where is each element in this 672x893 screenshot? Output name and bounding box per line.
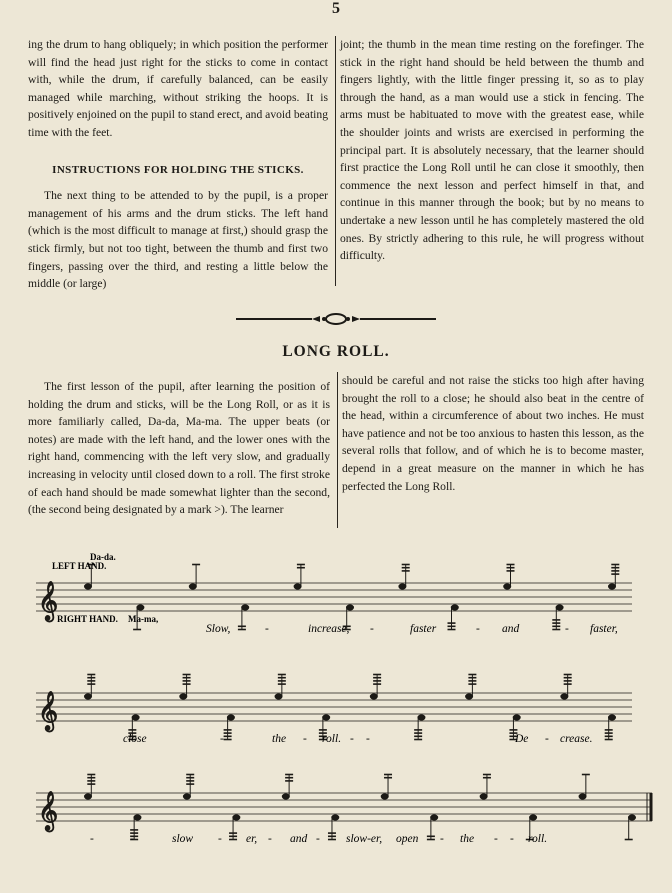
right-hand-note <box>609 715 616 720</box>
lyric-word: - <box>476 623 480 635</box>
lyric-word: roll. <box>322 733 342 745</box>
heading-holding-sticks: INSTRUCTIONS FOR HOLDING THE STICKS. <box>52 163 304 176</box>
lyric-word: and <box>502 623 520 635</box>
lyric-word: the <box>460 833 475 845</box>
right-hand-note <box>530 815 537 820</box>
lyric-word: - <box>268 833 272 845</box>
left-hand-note <box>480 794 487 799</box>
lyric-word: - <box>494 833 498 845</box>
lyric-word: - <box>366 733 370 745</box>
lyric-word: - <box>90 833 94 845</box>
left-hand-note <box>381 794 388 799</box>
lyric-word: - <box>510 833 514 845</box>
right-hand-label: RIGHT HAND. <box>57 614 118 624</box>
left-hand-note <box>180 694 187 699</box>
left-hand-note <box>579 794 586 799</box>
right-hand-note <box>137 605 144 610</box>
lyric-word: - <box>220 733 224 745</box>
lyric-word: Slow, <box>206 623 231 635</box>
lyric-word: crease. <box>560 733 593 745</box>
lyric-word: the <box>272 733 287 745</box>
left-hand-note <box>85 694 92 699</box>
lyric-word: - <box>303 733 307 745</box>
right-hand-note <box>451 605 458 610</box>
left-hand-note <box>189 584 196 589</box>
left-hand-label: LEFT HAND. <box>52 561 107 571</box>
left-hand-note <box>399 584 406 589</box>
lyric-word: - <box>350 733 354 745</box>
lyric-word: - <box>265 623 269 635</box>
paragraph-holding-sticks: The next thing to be attended to by the pupil, is a proper management of his arms and the drum sticks. The left hand (which is the most difficult to manage at first,) should grasp the stick firmly, but not too tight, between the thumb and first two fingers, passing over the third, and resting a little below the middle (or large) <box>28 189 328 291</box>
lyric-word: - <box>370 623 374 635</box>
section-title-long-roll: LONG ROLL. <box>282 343 390 360</box>
lyric-word: - <box>440 833 444 845</box>
page-number: 5 <box>332 0 340 17</box>
right-hand-note <box>629 815 636 820</box>
right-hand-note <box>347 605 354 610</box>
left-hand-note <box>561 694 568 699</box>
left-hand-note <box>275 694 282 699</box>
mama-label: Ma-ma, <box>128 614 159 624</box>
paragraph-stick-technique: joint; the thumb in the mean time resting on the forefinger. The stick in the right hand should be held between the thumb and fingers lightly, with the little finger pressing it, so as to play through the hand, as a man would use a stick in fencing. The arms must be habituated to move with the greatest ease, while the shoulder joints and wrists are exercised in performing the principal part. It is absolutely necessary, that the learner should first practice the Long Roll until he can close it smoothly, then commence the next lesson and perfect himself in that, and continue in this manner through the book; but by no means to undertake a new lesson until he has completely mastered the old ones. By strictly adhering to this rule, he will progress without difficulty. <box>340 38 644 263</box>
lyric-word: faster <box>410 623 437 635</box>
right-hand-note <box>233 815 240 820</box>
left-hand-note <box>282 794 289 799</box>
right-hand-note <box>132 715 139 720</box>
right-hand-note <box>418 715 425 720</box>
lyric-word: - <box>218 833 222 845</box>
lyric-word: slow <box>172 833 194 845</box>
lyric-word: open <box>396 833 419 845</box>
lyric-word: - <box>130 833 134 845</box>
right-hand-note <box>242 605 249 610</box>
paragraph-long-roll-advice: should be careful and not raise the sticks too high after having brought the roll to a close; he should also beat in the centre of the head, within a circumference of about two inches. He must have patience and not be too anxious to hasten this lesson, as the several rolls that follow, and of which he is to become master, depend in a great measure on the manner in which he has perfected the Long Roll. <box>342 374 644 493</box>
left-hand-note <box>370 694 377 699</box>
lyric-word: increase, <box>308 623 350 635</box>
treble-clef: 𝄞 <box>38 581 59 621</box>
right-hand-note <box>513 715 520 720</box>
left-hand-note <box>609 584 616 589</box>
lyric-word: roll. <box>528 833 548 845</box>
lyric-word: er, <box>246 833 258 845</box>
left-hand-note <box>85 794 92 799</box>
right-hand-note <box>323 715 330 720</box>
right-hand-note <box>556 605 563 610</box>
paragraph-long-roll-intro: The first lesson of the pupil, after learning the position of holding the drum and sticks, will be the Long Roll, or as it is more familiarly called, Da-da, Ma-ma. The upper beats (or notes) are made with the left hand, and the lower ones with the right hand, commencing with the left very slow, and gradually increasing in velocity until closed down to a roll. The first stroke of each hand should be made somewhat lighter than the second, (the second being designated by a mark >). The learner <box>28 380 330 517</box>
left-hand-note <box>504 584 511 589</box>
paragraph-drum-position: ing the drum to hang obliquely; in which position the performer will find the head just right for the sticks to come in contact with, while the drum, if carefully balanced, can be easily managed while marching, without striking the hoops. It is positively enjoined on the pupil to stand erect, and avoid beating time with the feet. <box>28 38 328 139</box>
left-hand-note <box>294 584 301 589</box>
right-hand-note <box>227 715 234 720</box>
right-hand-note <box>332 815 339 820</box>
treble-clef: 𝄞 <box>38 791 59 831</box>
right-hand-note <box>134 815 141 820</box>
lyric-word: slow-er, <box>346 833 383 845</box>
left-hand-note <box>466 694 473 699</box>
right-hand-note <box>431 815 438 820</box>
lyric-word: and <box>290 833 308 845</box>
lyric-word: - <box>545 733 549 745</box>
lyric-word: - <box>565 623 569 635</box>
lyric-word: De <box>515 733 529 745</box>
lyric-word: - <box>316 833 320 845</box>
dada-label: Da-da. <box>90 552 116 562</box>
lyric-word: faster, <box>590 623 618 635</box>
lyric-word: close <box>123 733 147 745</box>
treble-clef: 𝄞 <box>38 691 59 731</box>
left-hand-note <box>85 584 92 589</box>
left-hand-note <box>183 794 190 799</box>
